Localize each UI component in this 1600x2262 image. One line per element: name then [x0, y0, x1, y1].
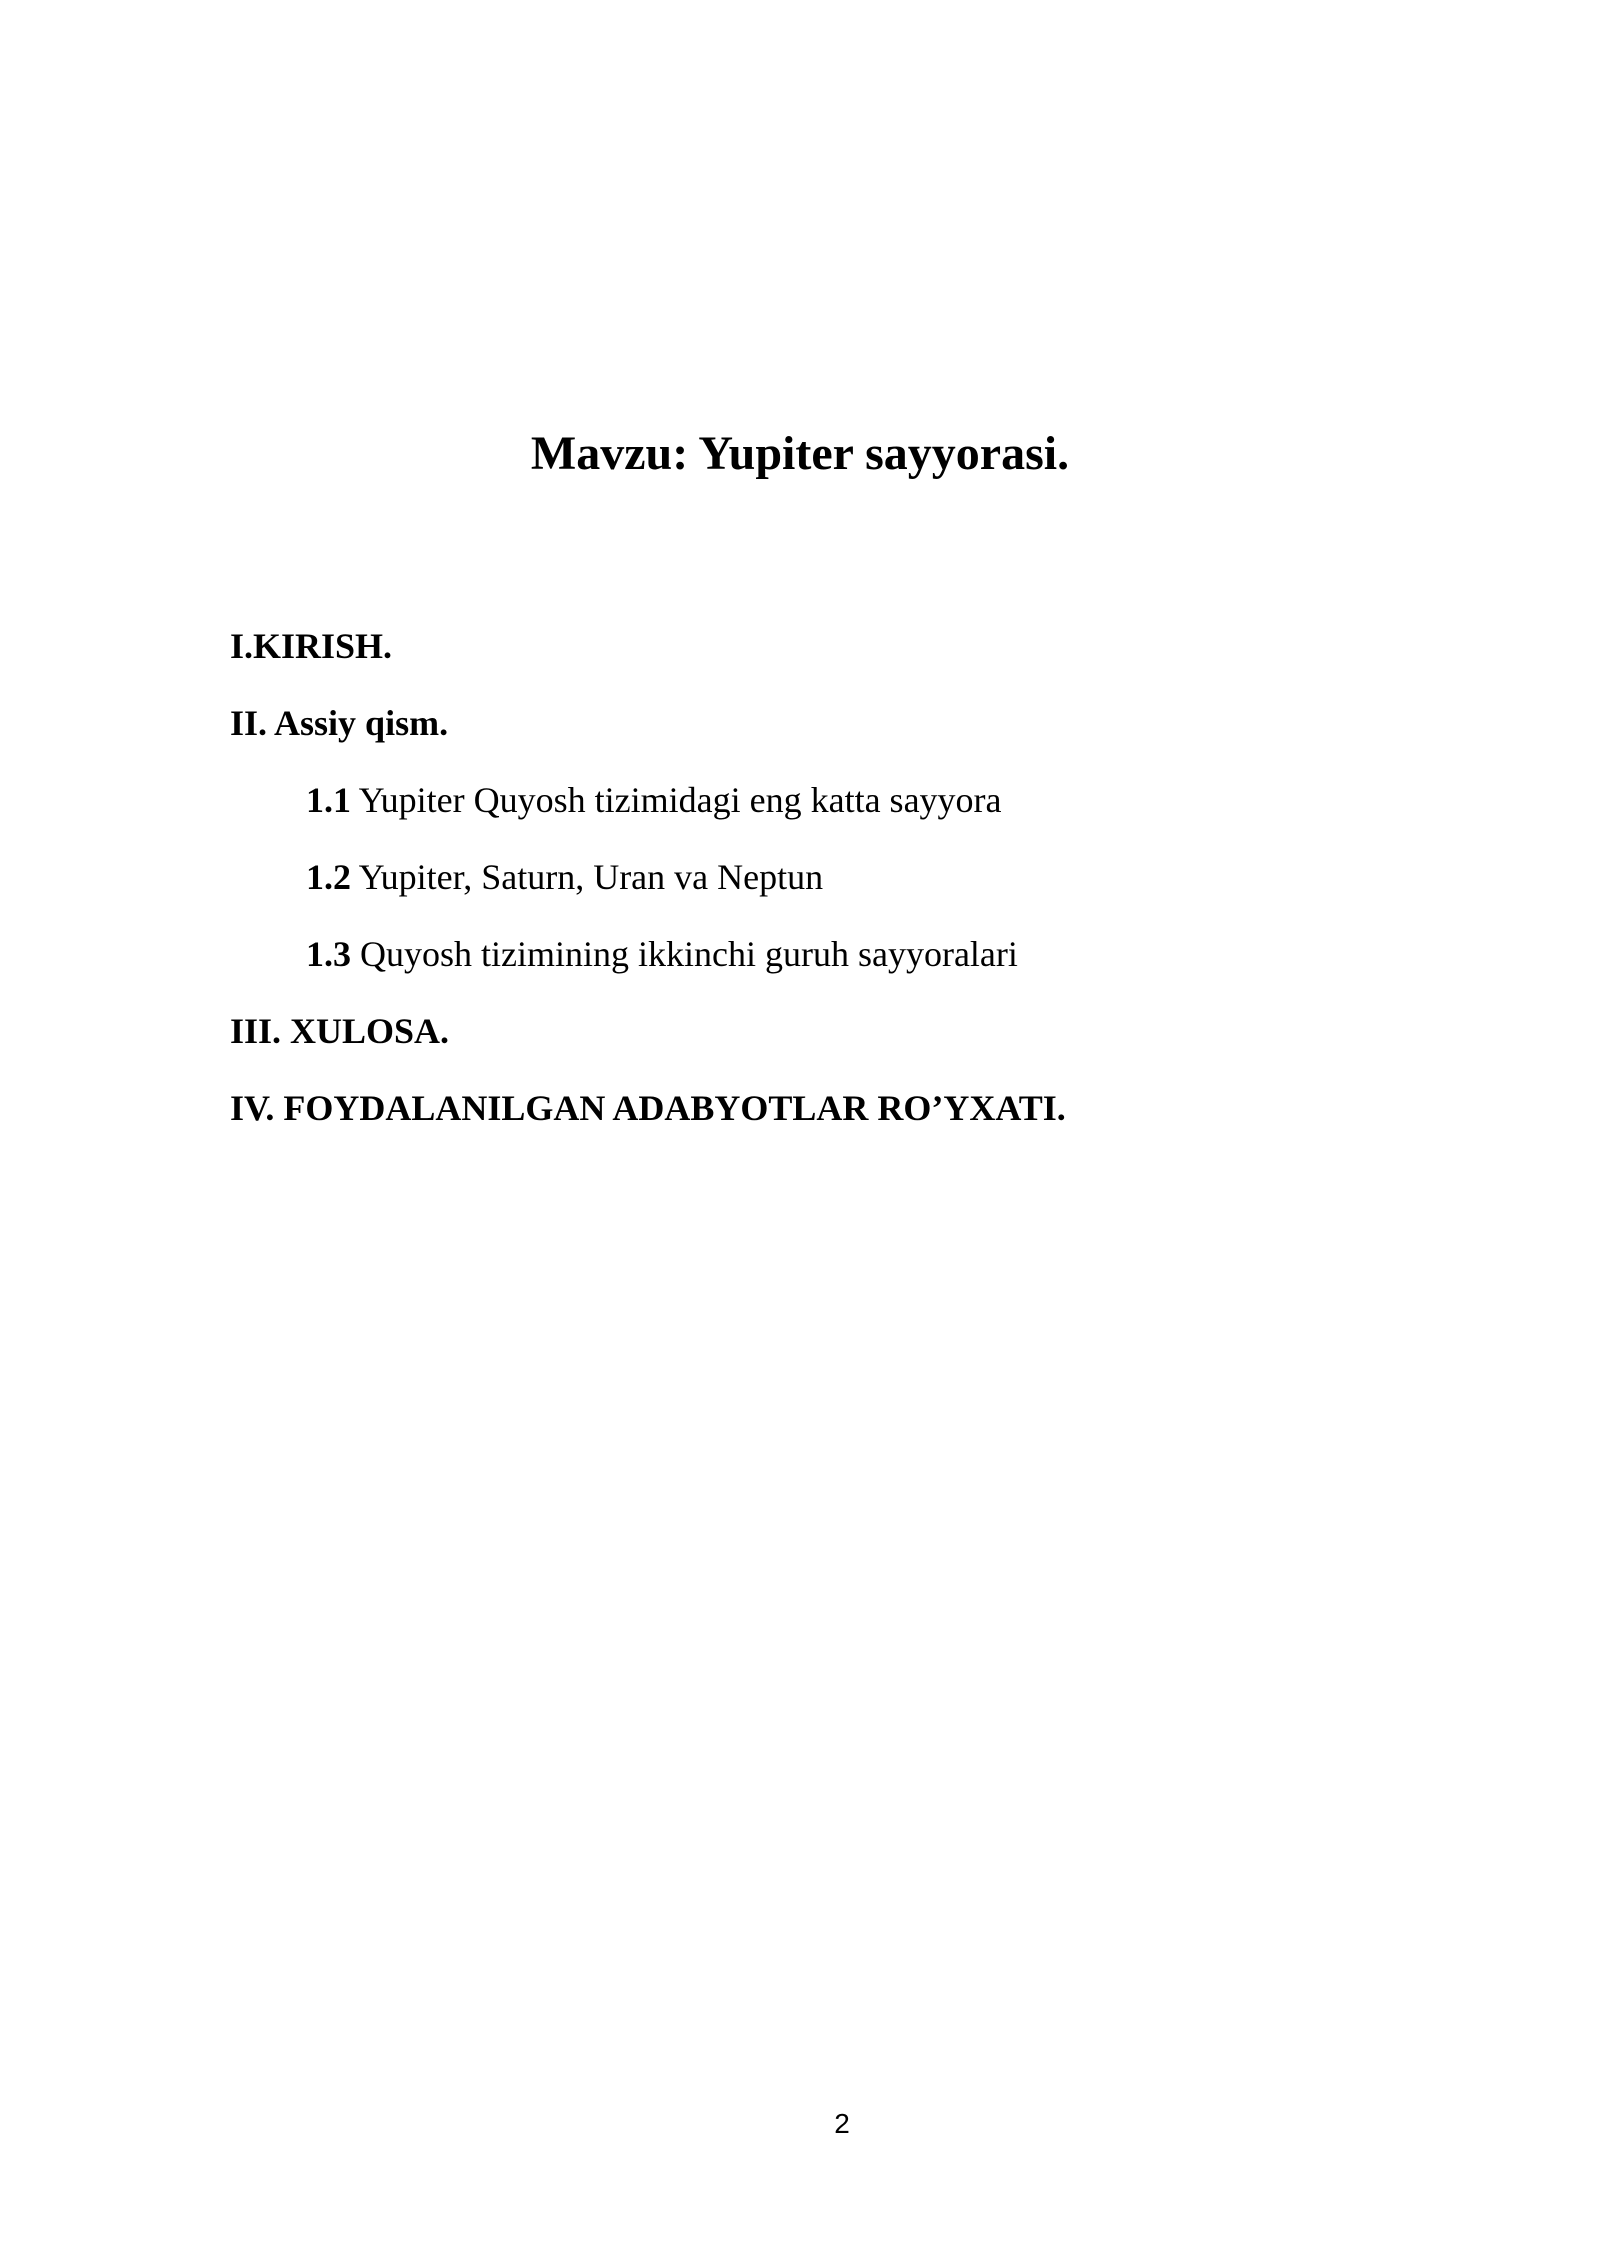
- toc-subsection-1-1: [230, 762, 1430, 839]
- toc-section-introduction: I.KIRISH.: [230, 626, 393, 666]
- toc-subsection-text: Yupiter, Saturn, Uran va Neptun: [351, 857, 824, 897]
- toc-subsection-number: 1.2: [306, 857, 351, 897]
- toc-section-main-part: II. Assiy qism.: [230, 703, 449, 743]
- toc-subsection-number: 1.3: [306, 934, 351, 974]
- table-of-contents: [230, 608, 1430, 1147]
- toc-subsection-text: Yupiter Quyosh tizimidagi eng katta sayyora: [351, 780, 1002, 820]
- document-title: Mavzu: Yupiter sayyorasi.: [530, 427, 1070, 480]
- toc-section-conclusion: III. XULOSA.: [230, 1011, 450, 1051]
- page-number: 2: [834, 2108, 850, 2139]
- toc-subsection-number: 1.1: [306, 780, 351, 820]
- toc-section-references: IV. FOYDALANILGAN ADABYOTLAR RO’YXATI.: [230, 1088, 1066, 1128]
- toc-subsection-1-2: [230, 839, 1430, 916]
- toc-subsection-1-3: [230, 916, 1430, 993]
- toc-subsection-text: Quyosh tizimining ikkinchi guruh sayyoralari: [351, 934, 1018, 974]
